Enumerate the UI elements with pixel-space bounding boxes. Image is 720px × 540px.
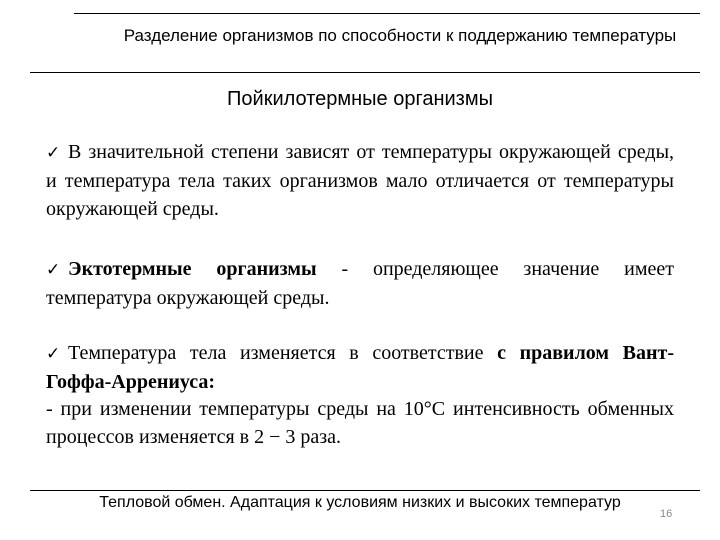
- slide-title: Разделение организмов по способности к поддержанию температуры: [123, 26, 677, 45]
- bullet-2-text: - определяющее значение имеет температура окружающей среды.: [46, 258, 674, 309]
- bullet-3-text: Температура тела изменяется в соответствие: [68, 342, 498, 364]
- section-subtitle: Пойкилотермные организмы: [227, 88, 493, 110]
- bullet-paragraph-2: [46, 255, 674, 312]
- footer-caption: Тепловой обмен. Адаптация к условиям низких и высоких температур: [99, 494, 621, 511]
- page-number: 16: [660, 508, 673, 520]
- footer-rule: [30, 490, 700, 491]
- bullet-2-bold: Эктотермные организмы: [68, 258, 317, 280]
- checkmark-icon: ✓: [46, 260, 61, 280]
- top-rule: [74, 13, 700, 14]
- bullet-3-bold: с правилом Вант-Гоффа-Аррениуса:: [46, 342, 674, 393]
- title-underline: [30, 72, 700, 73]
- checkmark-icon: ✓: [46, 143, 61, 163]
- checkmark-icon: ✓: [46, 344, 61, 364]
- bullet-paragraph-3: [46, 339, 674, 396]
- bullet-paragraph-1: [46, 138, 674, 223]
- bullet-1-text: В значительной степени зависят от температуры окружающей среды, и температура тела таких организмов мало отличается от температуры окружающей среды.: [46, 141, 674, 220]
- bullet-3-dash-line: - при изменении температуры среды на 10°С интенсивность обменных процессов изменяется в 2 − 3 раза.: [46, 398, 674, 448]
